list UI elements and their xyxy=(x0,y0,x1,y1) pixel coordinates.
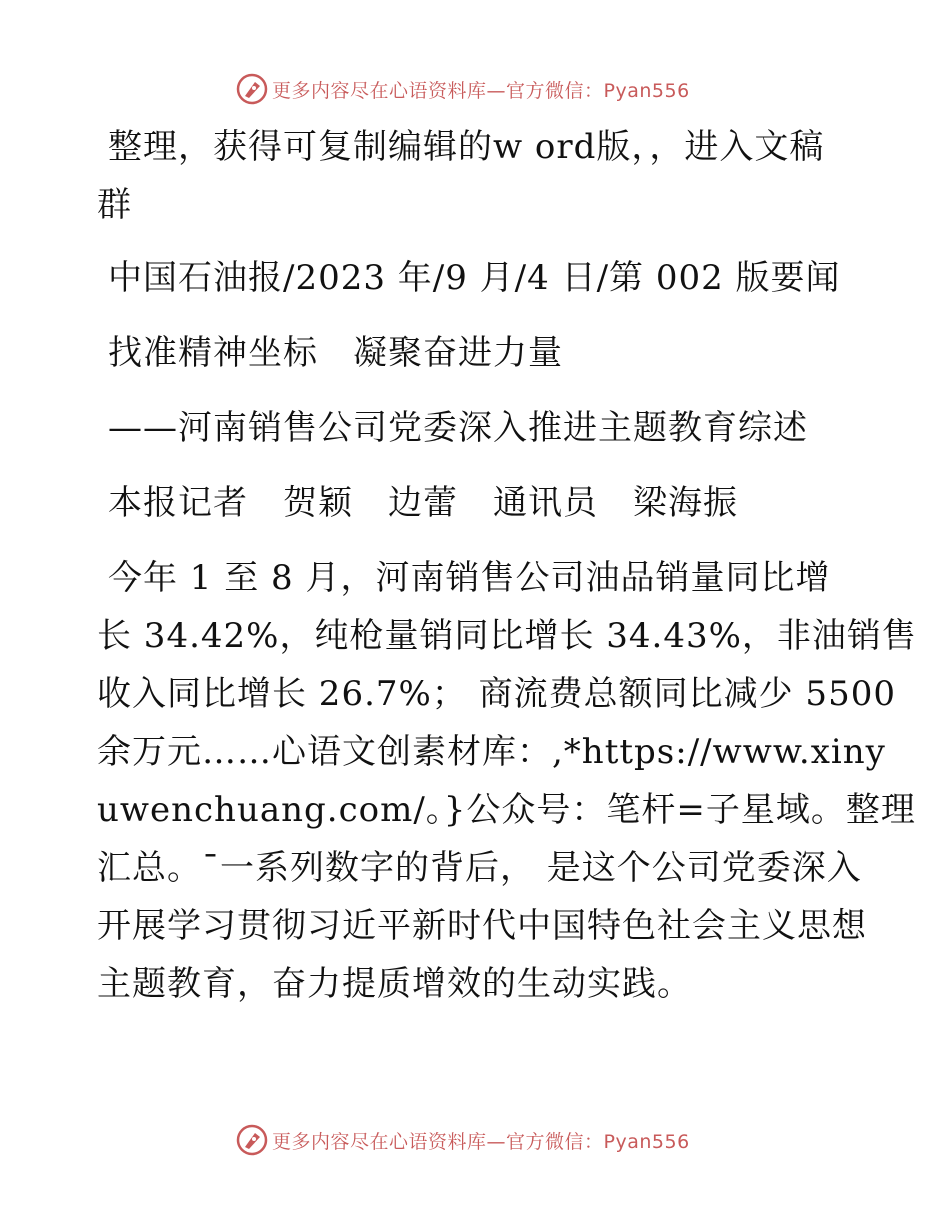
headline: 找准精神坐标 凝聚奋进力量 xyxy=(108,333,563,373)
body-line: 汇总。¯一系列数字的背后， 是这个公司党委深入 xyxy=(97,848,862,888)
header-banner xyxy=(236,72,690,106)
pen-nib-logo-icon xyxy=(236,73,268,105)
body-line: 余万元……心语文创素材库：,*https://www.xiny xyxy=(97,732,886,772)
body-line: uwenchuang.com/。}公众号：笔杆=子星域。整理 xyxy=(97,790,916,830)
body-line: 开展学习贯彻习近平新时代中国特色社会主义思想 xyxy=(97,906,867,946)
banner-text: 更多内容尽在心语资料库—官方微信：Pyan556 xyxy=(272,1130,690,1153)
body-line: 长 34.42%，纯枪量销同比增长 34.43%，非油销售 xyxy=(97,616,917,656)
byline: 本报记者 贺颖 边蕾 通讯员 梁海振 xyxy=(108,483,738,523)
body-line: 收入同比增长 26.7%； 商流费总额同比减少 5500 xyxy=(97,674,896,714)
body-line: 主题教育，奋力提质增效的生动实践。 xyxy=(97,964,692,1004)
footer-banner xyxy=(236,1123,690,1157)
body-line: 今年 1 至 8 月，河南销售公司油品销量同比增 xyxy=(108,558,831,598)
source-line: 中国石油报/2023 年/9 月/4 日/第 002 版要闻 xyxy=(108,258,841,298)
intro-line-continued: 群 xyxy=(97,185,132,225)
intro-line: 整理，获得可复制编辑的w ord版，，进入文稿 xyxy=(108,127,825,167)
pen-nib-logo-icon xyxy=(236,1124,268,1156)
banner-text: 更多内容尽在心语资料库—官方微信：Pyan556 xyxy=(272,79,690,102)
subheadline: ——河南销售公司党委深入推进主题教育综述 xyxy=(108,408,808,448)
